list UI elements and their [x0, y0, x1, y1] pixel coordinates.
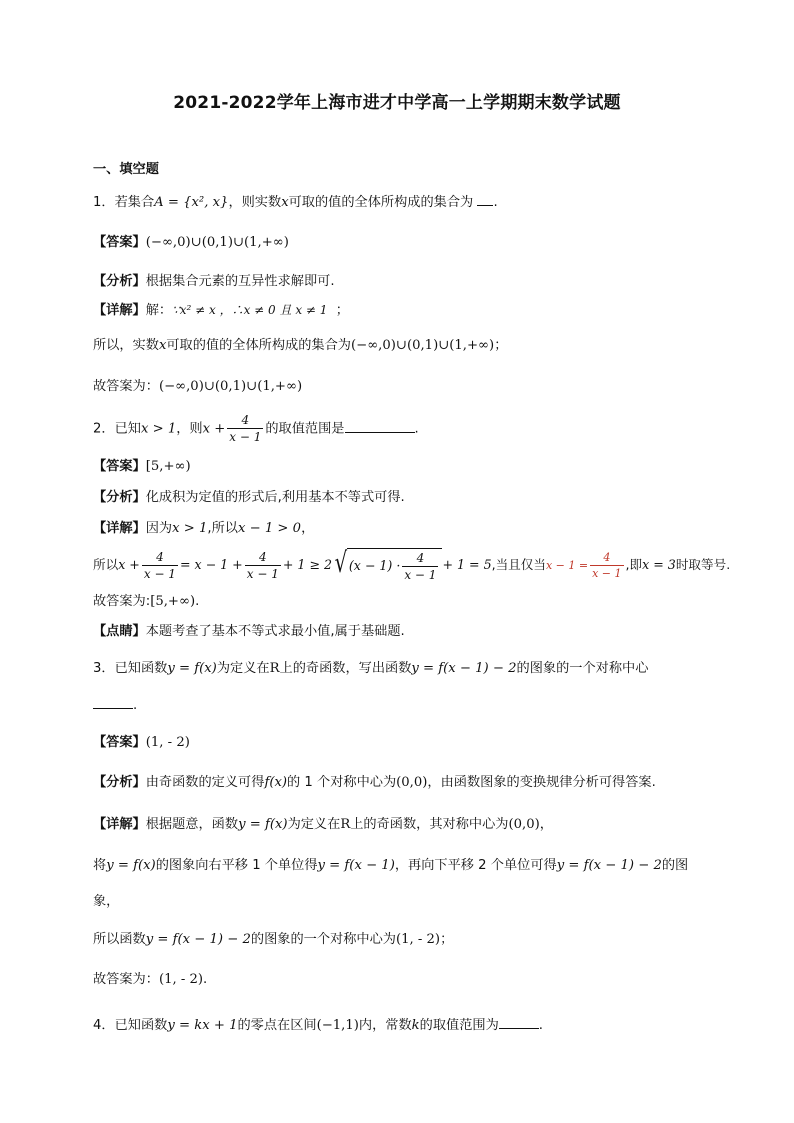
q3-stem-text: 为定义在 [216, 661, 270, 676]
q2-final-text: . [195, 594, 200, 609]
fraction-denominator: x − 1 [229, 430, 262, 444]
q3-point: (1, - 2) [395, 932, 441, 947]
fraction-numerator: 4 [258, 550, 267, 564]
q3-function: y = f(x − 1) − 2 [556, 858, 662, 873]
q2-stem-text: ，则 [176, 421, 203, 437]
q3-detail [93, 815, 553, 835]
square-root [332, 548, 442, 583]
q3-shift-text: ，再向下平移 2 个单位可得 [394, 858, 557, 873]
q3-function: y = f(x − 1) − 2 [145, 932, 251, 947]
q3-detail-text: 为定义在 [287, 817, 341, 832]
q3-final [93, 970, 207, 990]
q1-final-value: (−∞,0)∪(0,1)∪(1,+∞) [158, 379, 303, 394]
q1-conclusion-set: (−∞,0)∪(0,1)∪(1,+∞) [351, 338, 495, 353]
q3-point: (0,0) [508, 817, 540, 832]
fraction-denominator: x − 1 [246, 567, 279, 581]
q3-real-set: R [269, 661, 280, 676]
section-heading: 一、填空题 [93, 162, 159, 177]
q1-stem: 1．若集合A = {x², x}，则实数x可取的值的全体所构成的集合为 . [93, 191, 498, 213]
fraction-numerator: 4 [603, 551, 611, 564]
answer-tag: 【答案】 [93, 459, 146, 474]
q1-final [93, 377, 302, 397]
q3-function: y = f(x) [238, 817, 288, 832]
q4-var: k [411, 1018, 420, 1033]
q3-stem-text: 的图象的一个对称中心 [516, 661, 649, 676]
q3-shift-text: 将 [93, 858, 107, 873]
q2-answer-value: [5,+∞) [145, 459, 191, 474]
q2-stem-text: . [414, 421, 419, 437]
q2-equation: = x − 1 + [179, 557, 243, 572]
q3-detail-text: 上的奇函数，其对称中心为 [350, 817, 509, 832]
q3-analysis-text: 由奇函数的定义可得 [145, 775, 265, 790]
q2-expression: x + [118, 557, 140, 572]
q2-derivation-text: ,当且仅当 [491, 557, 546, 572]
q2-fraction [142, 551, 178, 580]
q2-equation: + 1 ≥ 2 [282, 557, 332, 572]
q3-stem-text: 上的奇函数，写出函数 [279, 661, 412, 676]
q3-detail-text: 根据题意，函数 [145, 817, 239, 832]
q3-conclusion [93, 930, 453, 950]
q4-function: y = kx + 1 [167, 1018, 238, 1033]
q4-stem-text: 内，常数 [358, 1018, 412, 1033]
q2-answer [93, 457, 191, 477]
q3-answer [93, 733, 190, 753]
q2-expression: x + [202, 421, 226, 437]
q3-conclusion-text: ； [440, 932, 454, 947]
q3-shift [93, 856, 688, 876]
q2-fraction [402, 552, 438, 581]
q1-analysis-text: 根据集合元素的互异性求解即可. [145, 274, 335, 289]
q3-final-value: (1, - 2) [158, 972, 204, 987]
q2-comment-text: 本题考查了基本不等式求最小值,属于基础题. [145, 624, 405, 639]
q3-analysis [93, 773, 656, 793]
q1-stem-text: ，则实数 [228, 195, 282, 210]
q3-shift-text: 的图 [661, 858, 689, 873]
q1-conclusion-text: 所以，实数 [93, 338, 159, 353]
answer-blank [93, 694, 133, 709]
answer-blank [477, 191, 493, 206]
q2-equation: + 1 = 5 [442, 557, 492, 572]
analysis-tag: 【分析】 [93, 274, 146, 289]
q1-var: x [158, 338, 167, 353]
answer-blank [345, 418, 415, 433]
q2-fraction [590, 552, 623, 579]
q3-function: f(x) [264, 775, 288, 790]
q2-fraction [227, 414, 263, 443]
q2-analysis [93, 488, 405, 508]
q4-stem [93, 1014, 543, 1036]
q1-stem-text: 可取的值的全体所构成的集合为 [288, 195, 474, 210]
q3-detail-text: ， [539, 817, 553, 832]
q3-function: y = f(x − 1) − 2 [411, 661, 517, 676]
fraction-denominator: x − 1 [404, 567, 437, 582]
answer-tag: 【答案】 [93, 235, 146, 250]
q2-detail-math: x > 1 [172, 521, 208, 536]
q1-detail [93, 300, 349, 321]
q4-stem-text: 的取值范围为 [419, 1018, 499, 1033]
analysis-tag: 【分析】 [93, 490, 146, 505]
q1-conclusion-text: 可取的值的全体所构成的集合为 [166, 338, 351, 353]
fraction-denominator: x − 1 [143, 567, 176, 581]
q2-equality-condition: x − 1 = [545, 559, 589, 572]
q3-point: (0,0) [396, 775, 428, 790]
radicand [347, 548, 443, 583]
fraction-numerator: 4 [156, 550, 164, 564]
q4-stem-text: 4．已知函数 [93, 1018, 168, 1033]
q3-conclusion-text: 的图象的一个对称中心为 [250, 932, 396, 947]
detail-tag: 【详解】 [93, 521, 146, 536]
fraction-numerator: 4 [416, 550, 425, 565]
q2-equation: x = 3 [642, 557, 676, 572]
analysis-tag: 【分析】 [93, 775, 146, 790]
q3-shift-text: 的图象向右平移 1 个单位得 [155, 858, 318, 873]
q3-answer-value: (1, - 2) [145, 735, 190, 750]
q1-set: A = {x², x} [154, 195, 229, 210]
final-label: 故答案为： [93, 972, 159, 987]
q1-analysis [93, 272, 335, 292]
q3-stem-text: . [133, 698, 138, 713]
q2-comment [93, 622, 405, 642]
q2-derivation [93, 548, 730, 583]
fraction-numerator: 4 [241, 413, 250, 427]
detail-tag: 【详解】 [93, 303, 146, 318]
q2-derivation-text: ,即 [625, 557, 643, 572]
page-title: 2021-2022学年上海市进才中学高一上学期期末数学试题 [173, 93, 621, 113]
q3-stem-text: 3．已知函数 [93, 661, 168, 676]
q3-blank-line [93, 694, 137, 716]
q2-stem-text: 2．已知 [93, 421, 141, 437]
detail-tag: 【详解】 [93, 817, 146, 832]
radical-sign: √ [334, 546, 348, 579]
q2-derivation-text: 所以 [93, 557, 119, 572]
q2-radicand-text: (x − 1) · [348, 558, 401, 573]
q1-stem-text: 1．若集合 [93, 195, 155, 210]
q3-function: y = f(x) [106, 858, 156, 873]
q2-detail-text: 因为 [145, 521, 173, 536]
q3-conclusion-text: 所以函数 [93, 932, 146, 947]
q1-answer-value: (−∞,0)∪(0,1)∪(1,+∞) [145, 235, 289, 250]
q2-detail-text: ， [301, 521, 315, 536]
answer-blank [499, 1014, 539, 1029]
q1-answer [93, 233, 289, 253]
q1-var: x [281, 195, 289, 210]
q2-condition: x > 1 [140, 421, 177, 437]
q3-analysis-text: 的 1 个对称中心为 [287, 775, 397, 790]
q2-detail [93, 519, 314, 539]
fraction-denominator: x − 1 [592, 567, 622, 580]
q2-detail-math: x − 1 > 0 [237, 521, 302, 536]
q1-conclusion [93, 336, 507, 356]
q3-stem [93, 659, 648, 679]
q4-stem-text: . [538, 1018, 543, 1033]
q3-analysis-text: ，由函数图象的变换规律分析可得答案. [427, 775, 656, 790]
q3-final-text: . [203, 972, 208, 987]
q2-detail-text: ,所以 [207, 521, 238, 536]
q1-detail-text: ； [335, 303, 349, 318]
q2-stem [93, 414, 419, 445]
q1-detail-math: ∵x² ≠ x ，∴x ≠ 0 且 x ≠ 1 [172, 303, 328, 317]
q2-analysis-text: 化成积为定值的形式后,利用基本不等式可得. [145, 490, 405, 505]
q2-final [93, 592, 199, 612]
q2-derivation-text: 时取等号. [675, 557, 731, 572]
final-label: 故答案为： [93, 379, 159, 394]
q2-final-value: [5,+∞) [150, 594, 196, 609]
q2-fraction [245, 551, 281, 580]
q2-stem-text: 的取值范围是 [265, 421, 345, 437]
q3-function: y = f(x − 1) [317, 858, 395, 873]
final-label: 故答案为: [93, 594, 151, 609]
q3-real-set: R [340, 817, 351, 832]
q3-function: y = f(x) [167, 661, 217, 676]
comment-tag: 【点睛】 [93, 624, 146, 639]
q4-stem-text: 的零点在区间 [237, 1018, 317, 1033]
answer-tag: 【答案】 [93, 735, 146, 750]
q1-detail-text: 解： [145, 303, 173, 318]
q4-interval: (−1,1) [316, 1018, 359, 1033]
q3-shift-wrap: 象， [93, 894, 120, 909]
q1-conclusion-text: ； [494, 338, 508, 353]
